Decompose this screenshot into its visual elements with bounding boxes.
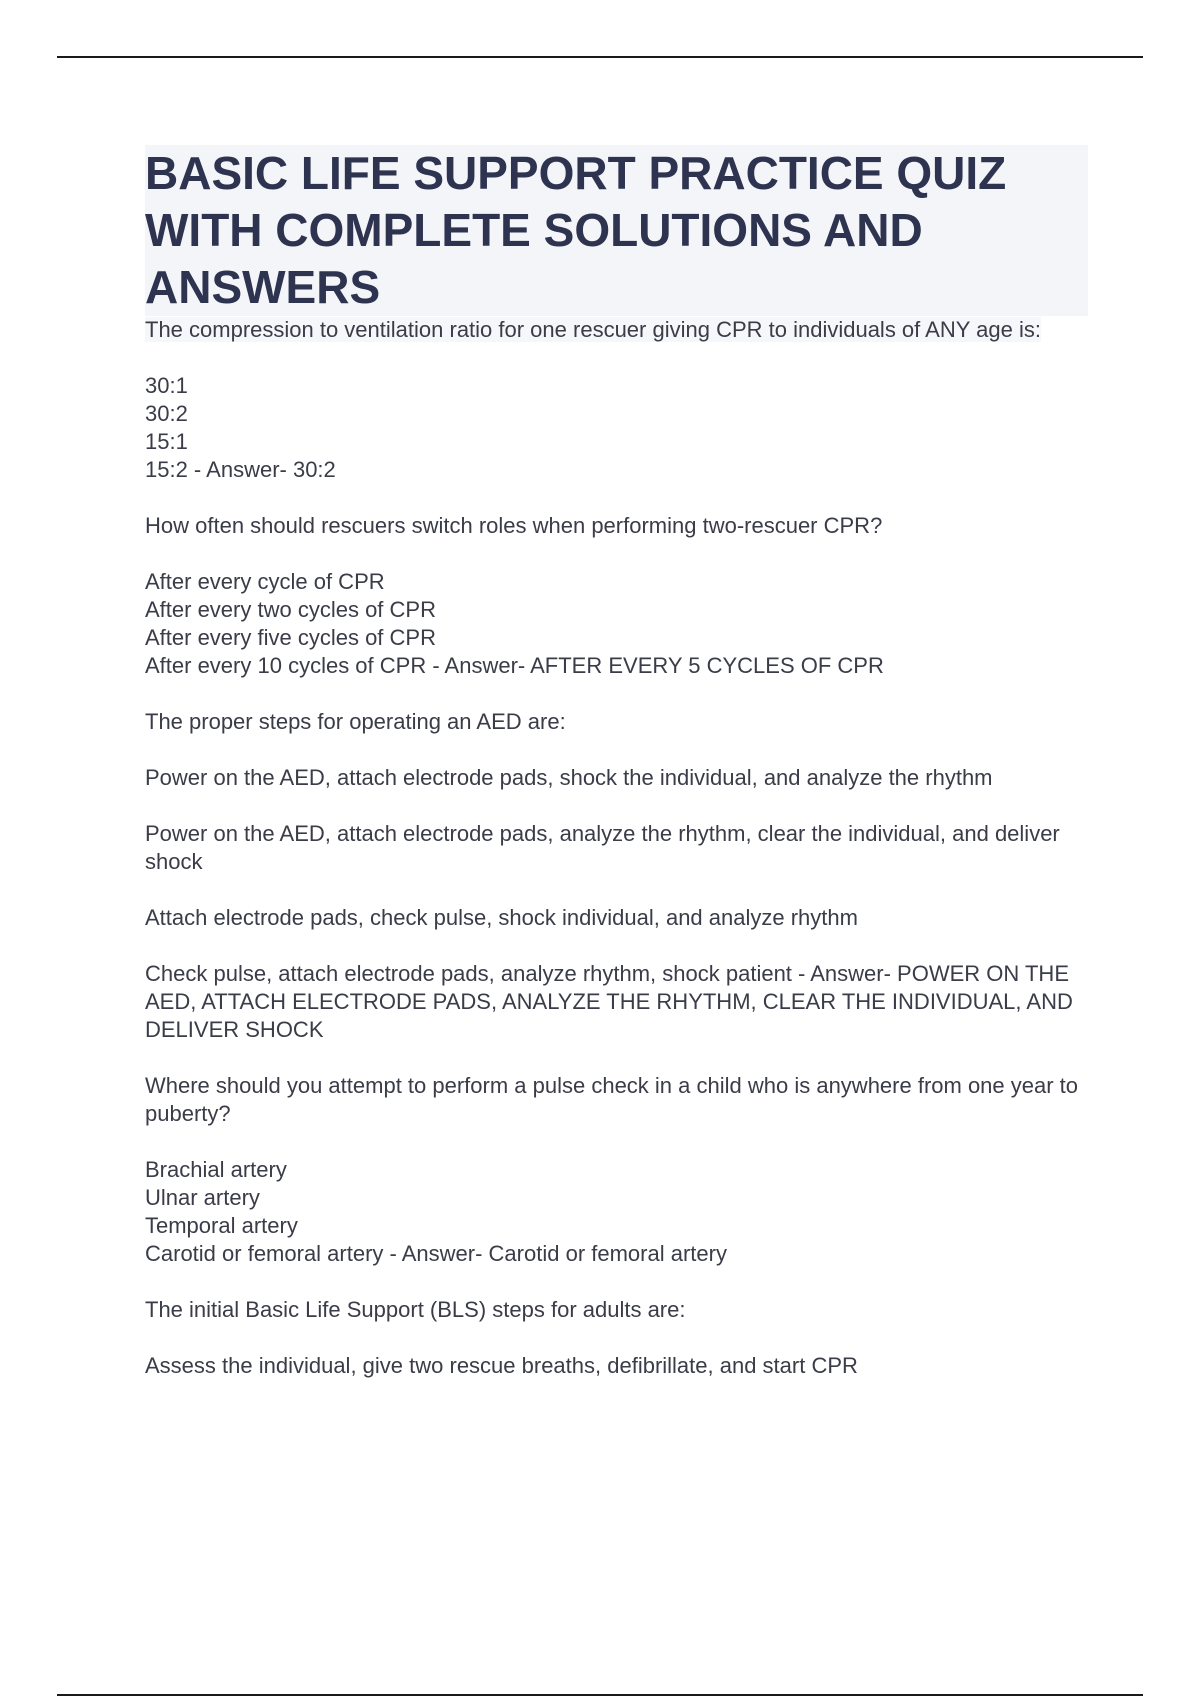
document-title: BASIC LIFE SUPPORT PRACTICE QUIZ WITH COMPLETE SOLUTIONS AND ANSWERS [145, 145, 1088, 316]
question-5-option-1: Assess the individual, give two rescue breaths, defibrillate, and start CPR [145, 1353, 858, 1378]
question-2-text: How often should rescuers switch roles when performing two-rescuer CPR? [145, 513, 883, 538]
question-3-option-4: Check pulse, attach electrode pads, analyze rhythm, shock patient - Answer- POWER ON THE AED, ATTACH ELECTRODE PADS, ANALYZE THE RHYTHM, CLEAR THE INDIVIDUAL, AND DELIVER SHOCK [145, 961, 1073, 1042]
question-4-options: Brachial artery Ulnar artery Temporal artery Carotid or femoral artery - Answer- Carotid or femoral artery [145, 1157, 727, 1266]
question-3 [145, 708, 1090, 1044]
bottom-rule [57, 1694, 1143, 1696]
question-2-options: After every cycle of CPR After every two cycles of CPR After every five cycles of CPR After every 10 cycles of CPR - Answer- AFTER EVERY 5 CYCLES OF CPR [145, 569, 884, 678]
question-4 [145, 1072, 1090, 1268]
question-5-text: The initial Basic Life Support (BLS) steps for adults are: [145, 1297, 686, 1322]
question-1-prompt: The compression to ventilation ratio for one rescuer giving CPR to individuals of ANY age is: [145, 317, 1041, 342]
question-5 [145, 1296, 1090, 1380]
question-2 [145, 512, 1090, 680]
question-1-text [145, 316, 1090, 344]
question-4-text: Where should you attempt to perform a pulse check in a child who is anywhere from one year to puberty? [145, 1073, 1079, 1126]
top-rule [57, 56, 1143, 58]
document-body [145, 145, 1090, 1380]
question-3-option-3: Attach electrode pads, check pulse, shock individual, and analyze rhythm [145, 905, 858, 930]
question-1-options: 30:1 30:2 15:1 15:2 - Answer- 30:2 [145, 373, 336, 482]
question-3-option-1: Power on the AED, attach electrode pads, shock the individual, and analyze the rhythm [145, 765, 993, 790]
question-3-text: The proper steps for operating an AED are: [145, 709, 566, 734]
question-3-option-2: Power on the AED, attach electrode pads, analyze the rhythm, clear the individual, and deliver shock [145, 821, 1060, 874]
question-1 [145, 316, 1090, 484]
